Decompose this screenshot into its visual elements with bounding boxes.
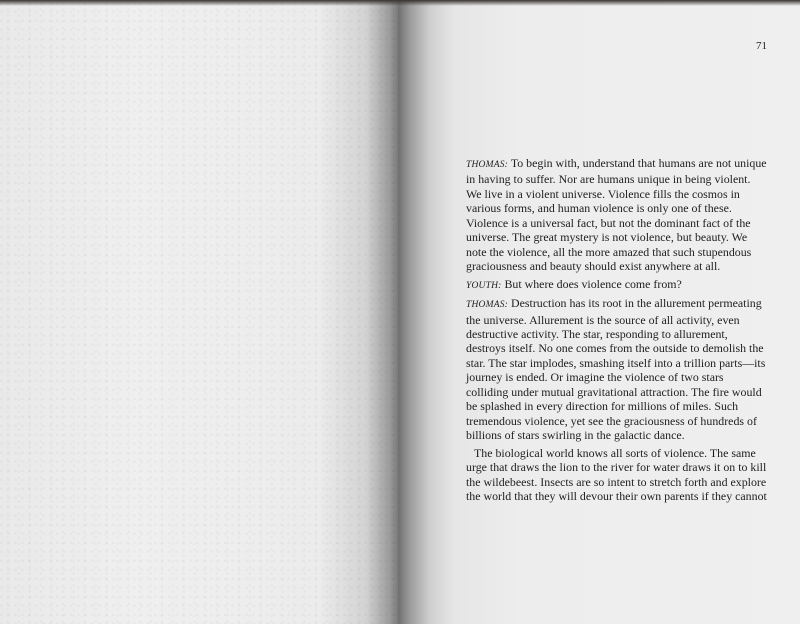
page-top-edge-shadow	[0, 0, 800, 6]
paragraph-text: The biological world knows all sorts of violence. The same urge that draws the lion to the river for water draws it on to kill the wildebeest. Insects are so intent to stretch forth and explore the world that they will devour their own parents if they cannot	[466, 445, 767, 503]
page-body-text	[466, 156, 768, 503]
paragraph-text: To begin with, understand that humans are not unique in having to suffer. Nor are humans unique in being violent. We live in a violent universe. Violence fills the cosmos in various forms, and human violence is only one of these. Violence is a universal fact, but not the dominant fact of the universe. The great mystery is not violence, but beauty. We note the violence, all the more amazed that such stupendous graciousness and beauty should exist anywhere at all.	[466, 156, 767, 274]
dialogue-paragraph	[466, 296, 768, 443]
paragraph-text: But where does violence come from?	[504, 276, 682, 291]
dialogue-paragraph	[466, 277, 768, 293]
speaker-label: THOMAS:	[466, 300, 509, 311]
dialogue-paragraph	[466, 156, 768, 274]
paragraph-text: Destruction has its root in the allurement permeating the universe. Allurement is the source of all activity, even destructive activity. The star, responding to allurement, destroys itself. No one comes from the outside to demolish the star. The star implodes, smashing itself into a trillion parts—its journey is ended. Or imagine the violence of two stars colliding under mutual gravitational attraction. The fire would be splashed in every direction for millions of miles. Such tremendous violence, yet see the graciousness of hundreds of billions of stars swirling in the galactic dance.	[466, 296, 766, 443]
page-number: 71	[756, 40, 767, 52]
speaker-label: THOMAS:	[466, 160, 509, 170]
left-page-blank	[0, 0, 398, 624]
speaker-label: YOUTH:	[466, 280, 502, 291]
body-paragraph	[466, 446, 768, 504]
